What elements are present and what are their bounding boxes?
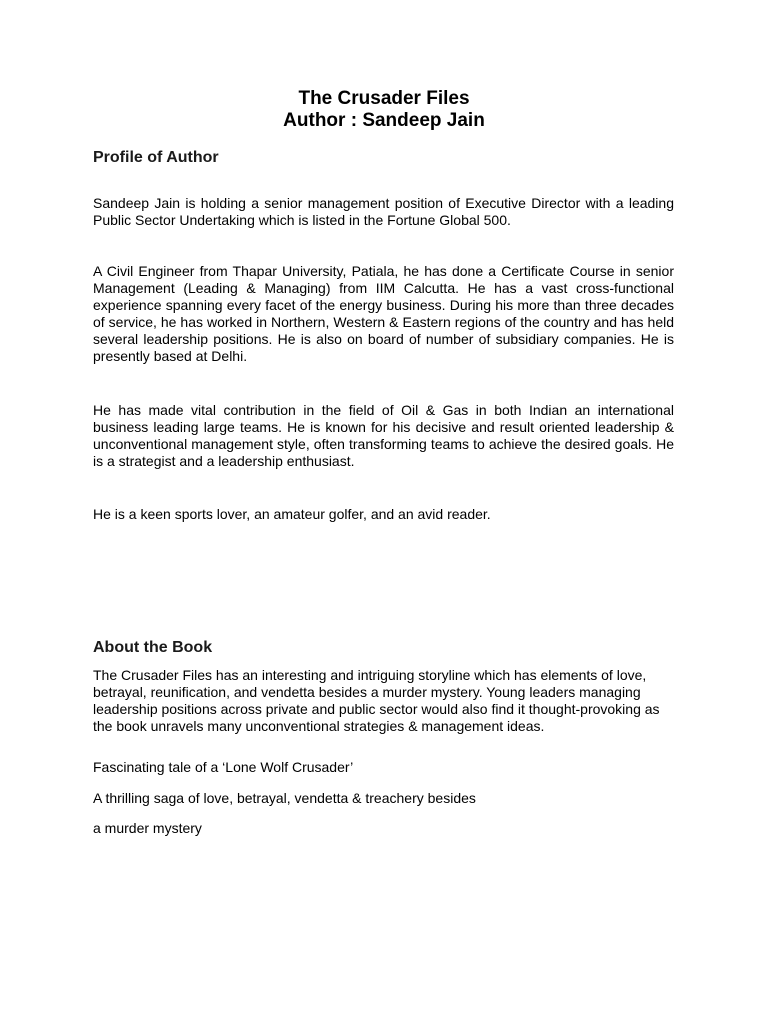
about-tagline-3: a murder mystery	[93, 820, 202, 836]
profile-paragraph-2: A Civil Engineer from Thapar University, Patiala, he has done a Certificate Course in senior Management (Leading & Managing) from IIM Calcutta. He has a vast cross-functional experience spanning every facet of the energy business. During his more than three decades of service, he has worked in Northern, Western & Eastern regions of the country and has held several leadership positions. He is also on board of number of subsidiary companies. He is presently based at Delhi.	[93, 263, 674, 364]
title-block	[0, 88, 768, 132]
about-heading: About the Book	[93, 639, 213, 656]
profile-paragraph-3: He has made vital contribution in the field of Oil & Gas in both Indian an international business leading large teams. He is known for his decisive and result oriented leadership & unconventional management style, often transforming teams to achieve the desired goals. He is a strategist and a leadership enthusiast.	[93, 402, 674, 469]
about-paragraph-1: The Crusader Files has an interesting and intriguing storyline which has elements of love, betrayal, reunification, and vendetta besides a murder mystery. Young leaders managing leadership positions across private and public sector would also find it thought-provoking as the book unravels many unconventional strategies & management ideas.	[93, 667, 660, 734]
book-title: The Crusader Files	[298, 88, 470, 109]
about-tagline-2: A thrilling saga of love, betrayal, vendetta & treachery besides	[93, 790, 476, 806]
about-tagline-1: Fascinating tale of a ‘Lone Wolf Crusader’	[93, 759, 354, 775]
profile-paragraph-4: He is a keen sports lover, an amateur golfer, and an avid reader.	[93, 506, 491, 522]
profile-heading: Profile of Author	[93, 149, 219, 166]
profile-paragraph-1: Sandeep Jain is holding a senior management position of Executive Director with a leading Public Sector Undertaking which is listed in the Fortune Global 500.	[93, 195, 674, 228]
author-line: Author : Sandeep Jain	[283, 110, 485, 131]
